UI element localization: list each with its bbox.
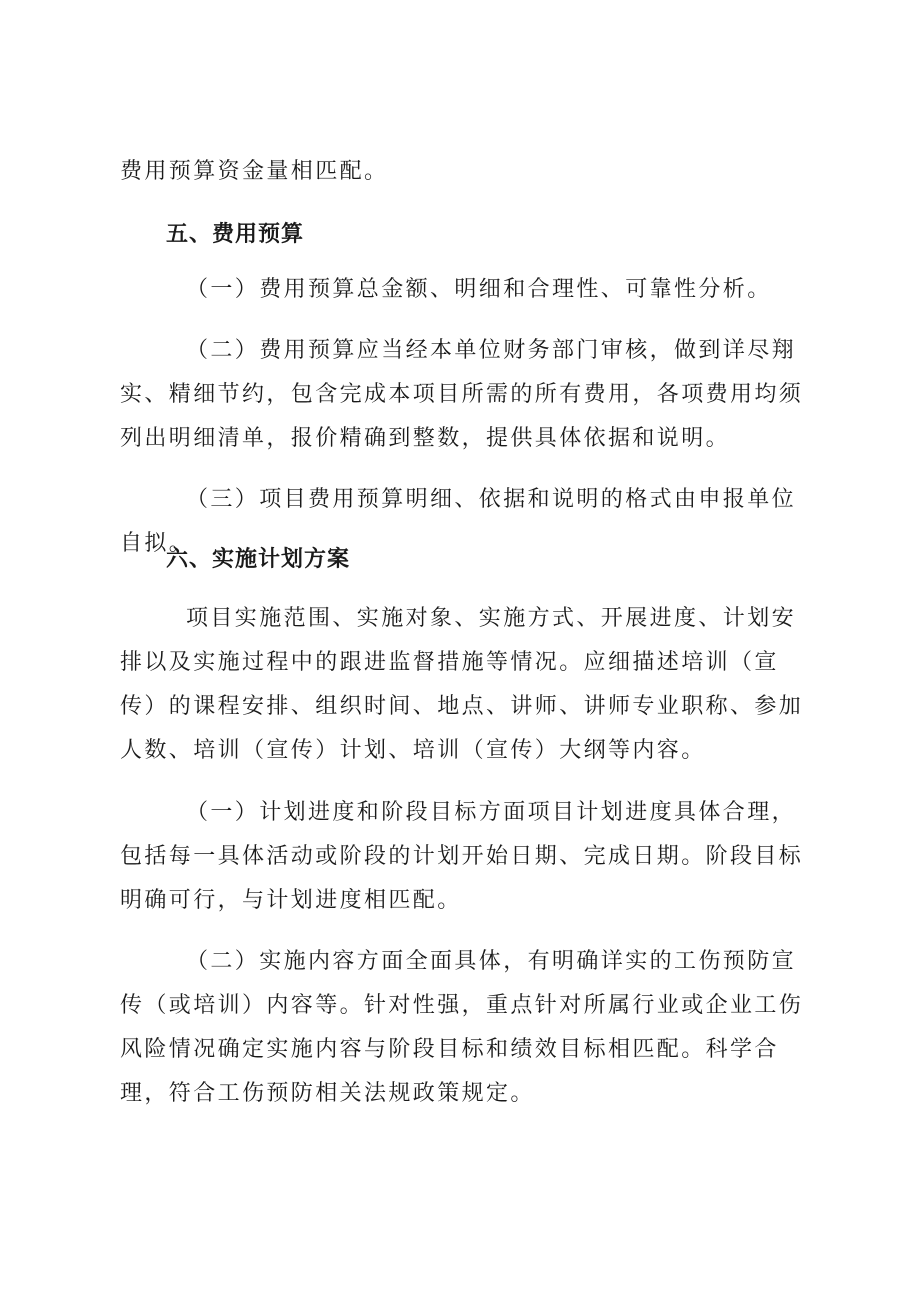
budget-item-1: （一）费用预算总金额、明细和合理性、可靠性分析。 [186,277,772,302]
implementation-intro-paragraph: 项目实施范围、实施对象、实施方式、开展进度、计划安排以及实施过程中的跟进监督措施等情况。应细描述培训（宣传）的课程安排、组织时间、地点、讲师、讲师专业职称、参加人数、培训（宣传）计划、培训（宣传）大纲等内容。 [120,606,804,763]
section-six-heading: 六、实施计划方案 [166,547,351,572]
plan-item-2: （二）实施内容方面全面具体，有明确详实的工伤预防宣传（或培训）内容等。针对性强，重点针对所属行业或企业工伤风险情况确定实施内容与阶段目标和绩效目标相匹配。科学合理，符合工伤预防相关法规政策规定。 [120,949,804,1106]
continuation-paragraph: 费用预算资金量相匹配。 [120,159,389,184]
section-five-heading: 五、费用预算 [166,222,305,247]
plan-item-1: （一）计划进度和阶段目标方面项目计划进度具体合理，包括每一具体活动或阶段的计划开始日期、完成日期。阶段目标明确可行，与计划进度相匹配。 [120,800,804,913]
budget-item-2: （二）费用预算应当经本单位财务部门审核，做到详尽翔实、精细节约，包含完成本项目所需的所有费用，各项费用均须列出明细清单，报价精确到整数，提供具体依据和说明。 [120,338,804,451]
budget-item-3: （三）项目费用预算明细、依据和说明的格式由申报单位自拟。 [120,487,797,556]
